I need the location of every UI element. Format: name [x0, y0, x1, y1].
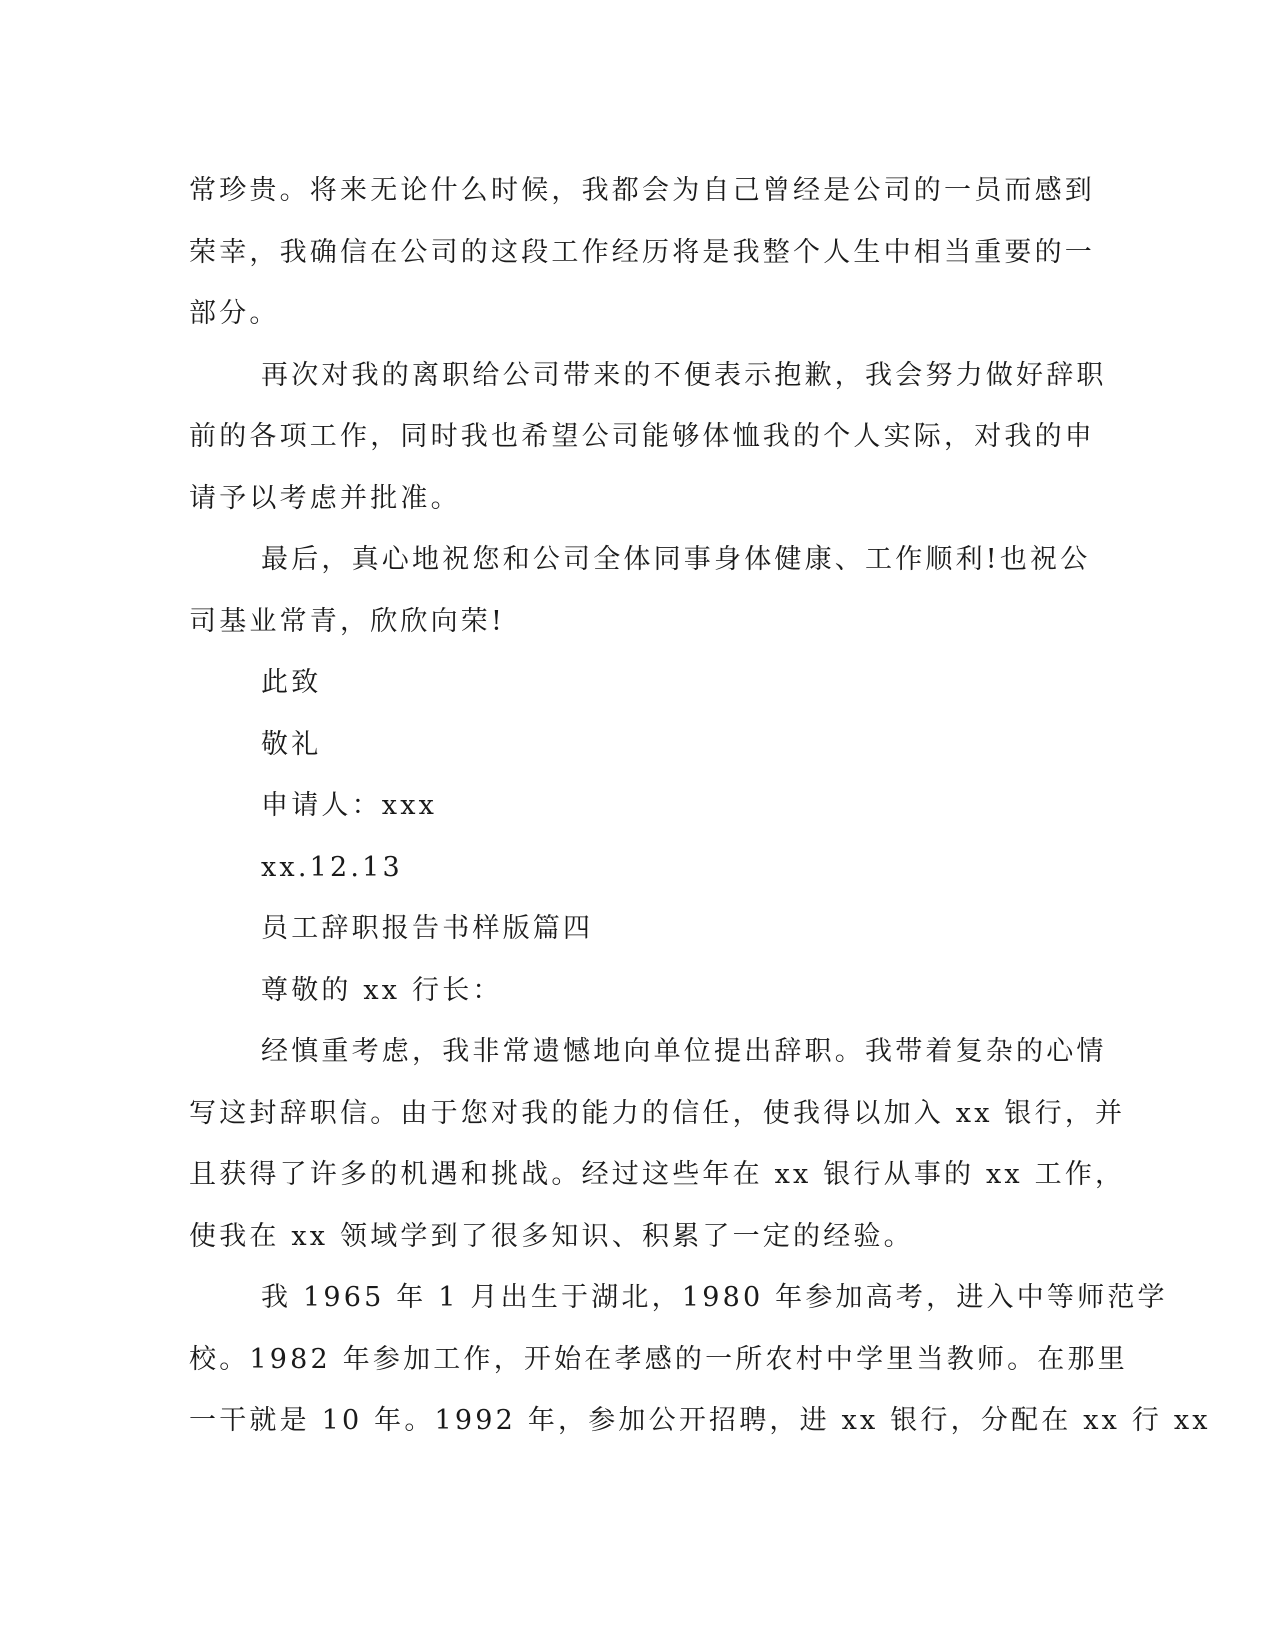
- text-line: 尊敬的 xx 行长：: [261, 974, 503, 1006]
- paragraph-resignation: [189, 1021, 1126, 1267]
- paragraph-wishes: [189, 529, 1091, 652]
- text-line: 此致: [261, 667, 322, 698]
- letter-body: [189, 160, 1211, 1452]
- text-line: 请予以考虑并批准。: [189, 482, 461, 514]
- paragraph-gratitude: [189, 160, 1095, 345]
- text-line: 荣幸，我确信在公司的这段工作经历将是我整个人生中相当重要的一: [189, 236, 1095, 268]
- text-line: 前的各项工作，同时我也希望公司能够体恤我的个人实际，对我的申: [189, 421, 1095, 452]
- paragraph-apology: [189, 345, 1107, 530]
- letter-date: [189, 837, 1087, 899]
- closing-regards: [189, 714, 1087, 776]
- paragraph-background: [189, 1267, 1211, 1452]
- text-line: 使我在 xx 领域学到了很多知识、积累了一定的经验。: [189, 1220, 914, 1252]
- section-title: [189, 898, 1087, 960]
- text-line: 校。1982 年参加工作，开始在孝感的一所农村中学里当教师。在那里: [189, 1343, 1128, 1375]
- text-line: 经慎重考虑，我非常遗憾地向单位提出辞职。我带着复杂的心情: [261, 1036, 1107, 1067]
- text-line: 再次对我的离职给公司带来的不便表示抱歉，我会努力做好辞职: [261, 359, 1107, 391]
- text-line: 最后，真心地祝您和公司全体同事身体健康、工作顺利!也祝公: [261, 544, 1091, 575]
- text-line: 常珍贵。将来无论什么时候，我都会为自己曾经是公司的一员而感到: [189, 175, 1095, 206]
- text-line: 一干就是 10 年。1992 年，参加公开招聘，进 xx 银行，分配在 xx 行 xx: [189, 1405, 1211, 1436]
- text-line: 写这封辞职信。由于您对我的能力的信任，使我得以加入 xx 银行，并: [189, 1097, 1126, 1129]
- letter-greeting: [189, 960, 1087, 1022]
- text-line: 部分。: [189, 298, 280, 329]
- applicant-signature: [189, 775, 1087, 837]
- text-line: 司基业常青，欣欣向荣!: [189, 605, 506, 637]
- text-line: 敬礼: [261, 728, 322, 760]
- closing-salutation: [189, 652, 1087, 714]
- text-line: 员工辞职报告书样版篇四: [261, 913, 594, 944]
- text-line: 且获得了许多的机遇和挑战。经过这些年在 xx 银行从事的 xx 工作，: [189, 1159, 1126, 1190]
- text-line: xx.12.13: [261, 851, 403, 883]
- text-line: 申请人：xxx: [261, 790, 438, 821]
- text-line: 我 1965 年 1 月出生于湖北，1980 年参加高考，进入中等师范学: [261, 1282, 1168, 1313]
